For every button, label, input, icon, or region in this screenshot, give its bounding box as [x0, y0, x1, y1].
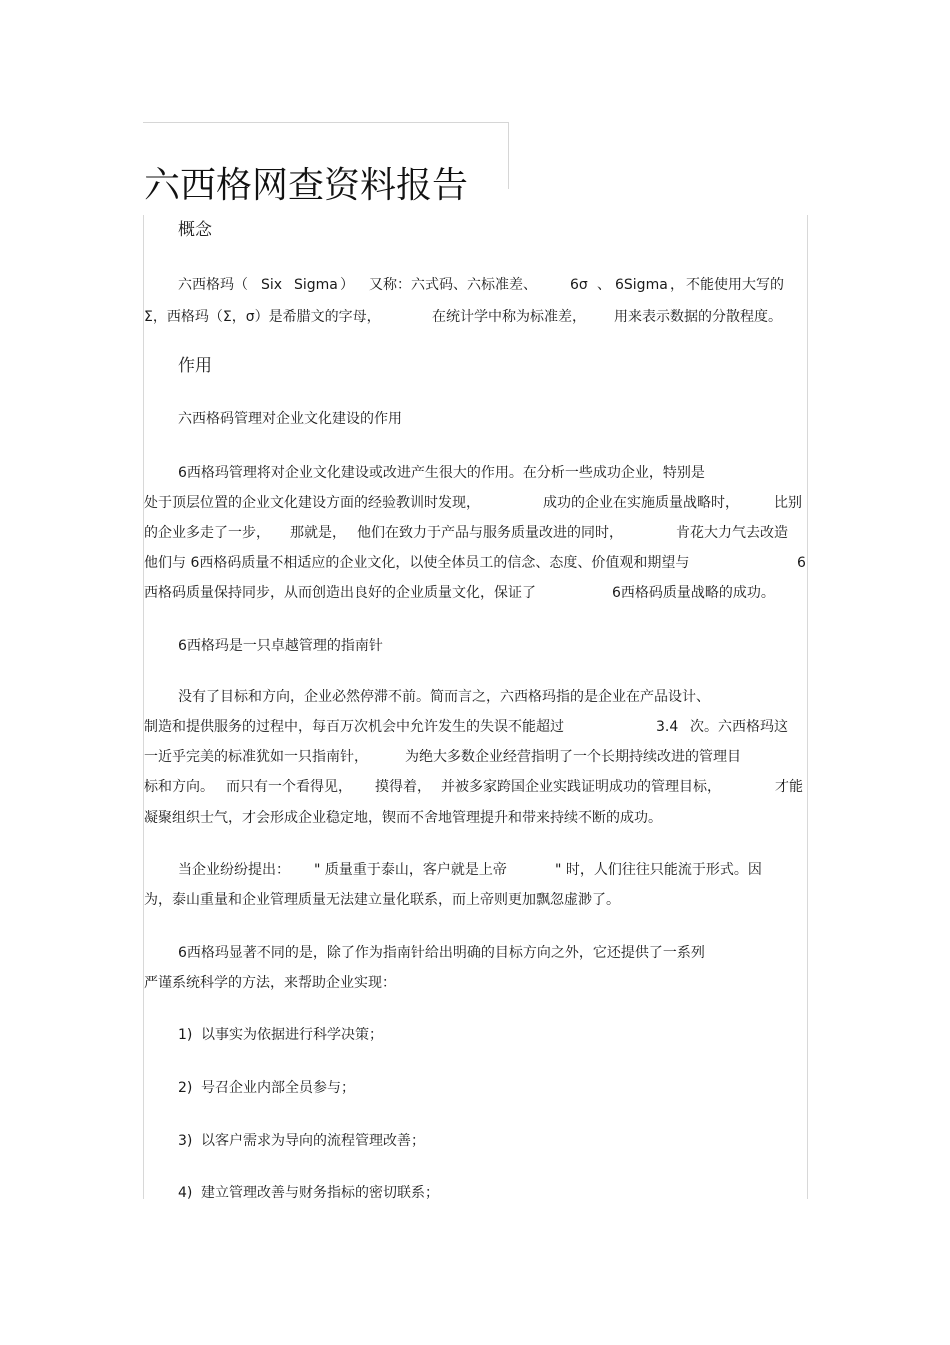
paragraph-line: 成功的企业在实施质量战略时，: [543, 495, 739, 511]
list-item-number: 1): [178, 1027, 193, 1043]
paragraph-line: 处于顶层位置的企业文化建设方面的经验教训时发现，: [144, 495, 480, 511]
paragraph-line: 摸得着，: [375, 779, 431, 795]
paragraph-line: 一近乎完美的标准犹如一只指南针，: [144, 749, 368, 765]
paragraph-line: 6西格码质量战略的成功。: [612, 585, 775, 601]
list-item-number: 4): [178, 1185, 193, 1201]
concept-text: 六西格玛（: [178, 277, 248, 293]
paragraph-line: 肯花大力气去改造: [676, 525, 788, 541]
concept-text: 又称：六式码、六标准差、: [369, 277, 537, 293]
document-title: 六西格网查资料报告: [144, 165, 469, 207]
concept-text: 、: [597, 277, 611, 293]
section-heading-role: 作用: [178, 356, 212, 376]
paragraph-line: 为，泰山重量和企业管理质量无法建立量化联系，而上帝则更加飘忽虚渺了。: [144, 892, 620, 908]
paragraph-line: " 时，人们往往只能流于形式。因: [555, 862, 762, 878]
paragraph-line: 那就是，: [290, 525, 346, 541]
list-item: 号召企业内部全员参与；: [201, 1080, 355, 1096]
list-item-number: 3): [178, 1133, 193, 1149]
paragraph-line: 严谨系统科学的方法，来帮助企业实现：: [144, 975, 396, 991]
concept-text: Six: [261, 277, 283, 293]
list-item: 以客户需求为导向的流程管理改善；: [201, 1133, 425, 1149]
paragraph-line: 次。六西格玛这: [690, 719, 788, 735]
paragraph-line: 6西格玛显著不同的是，除了作为指南针给出明确的目标方向之外，它还提供了一系列: [178, 945, 705, 961]
content-frame: [143, 215, 808, 1199]
paragraph-line: 西格码质量保持同步，从而创造出良好的企业质量文化，保证了: [144, 585, 536, 601]
paragraph-line: 凝聚组织士气，才会形成企业稳定地，锲而不舍地管理提升和带来持续不断的成功。: [144, 810, 662, 826]
section-heading-concept: 概念: [178, 220, 212, 240]
paragraph-line: " 质量重于泰山，客户就是上帝: [314, 862, 507, 878]
paragraph-line: 并被多家跨国企业实践证明成功的管理目标，: [441, 779, 721, 795]
subsection-heading: 六西格码管理对企业文化建设的作用: [178, 411, 402, 427]
paragraph-line: 为绝大多数企业经营指明了一个长期持续改进的管理目: [405, 749, 741, 765]
list-item-number: 2): [178, 1080, 193, 1096]
concept-text: Σ，西格玛（Σ，σ）是希腊文的字母，: [144, 309, 381, 325]
paragraph-line: 6西格玛管理将对企业文化建设或改进产生很大的作用。在分析一些成功企业，特别是: [178, 465, 705, 481]
paragraph-line: 的企业多走了一步，: [144, 525, 270, 541]
paragraph-line: 3.4: [656, 719, 679, 735]
paragraph-line: 6: [797, 555, 806, 571]
paragraph-line: 标和方向。: [144, 779, 214, 795]
concept-text: Sigma: [294, 277, 338, 293]
subsection-heading: 6西格玛是一只卓越管理的指南针: [178, 638, 383, 654]
paragraph-line: 比别: [774, 495, 802, 511]
concept-text: ，: [670, 277, 684, 293]
list-item: 以事实为依据进行科学决策；: [201, 1027, 383, 1043]
concept-text: 在统计学中称为标准差，: [432, 309, 586, 325]
concept-text: 不能使用大写的: [686, 277, 784, 293]
paragraph-line: 制造和提供服务的过程中，每百万次机会中允许发生的失误不能超过: [144, 719, 564, 735]
concept-text: 6σ: [570, 277, 588, 293]
paragraph-line: 才能: [775, 779, 803, 795]
paragraph-line: 没有了目标和方向，企业必然停滞不前。简而言之，六西格玛指的是企业在产品设计、: [178, 689, 710, 705]
paragraph-line: 他们与 6西格码质量不相适应的企业文化，以使全体员工的信念、态度、价值观和期望与: [144, 555, 690, 571]
paragraph-line: 而只有一个看得见，: [226, 779, 352, 795]
concept-text: ）: [340, 277, 354, 293]
paragraph-line: 当企业纷纷提出：: [178, 862, 290, 878]
concept-text: 6Sigma: [615, 277, 668, 293]
concept-text: 用来表示数据的分散程度。: [614, 309, 782, 325]
paragraph-line: 他们在致力于产品与服务质量改进的同时，: [357, 525, 623, 541]
list-item: 建立管理改善与财务指标的密切联系；: [201, 1185, 439, 1201]
